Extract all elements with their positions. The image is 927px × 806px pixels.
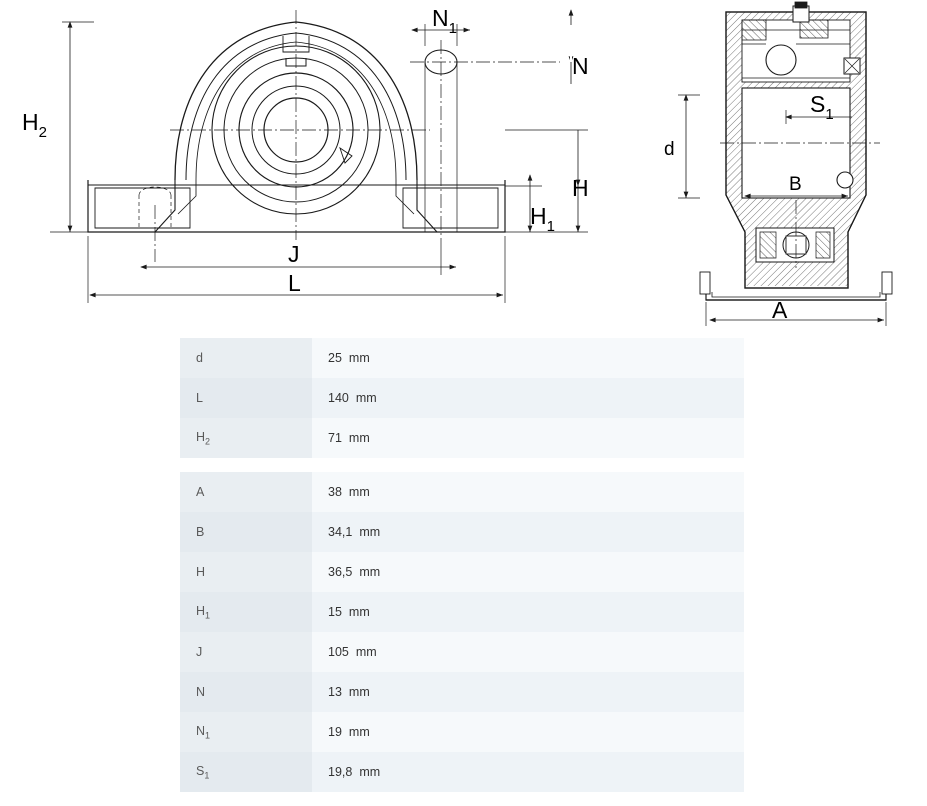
row-symbol: [180, 552, 312, 592]
unit-text: mm: [348, 431, 370, 445]
table-row: [180, 592, 744, 632]
row-value: [312, 592, 744, 632]
label-H1: $H_1$: [530, 203, 555, 235]
front-dimensions: [50, 10, 588, 303]
label-S1: $S_1$: [810, 91, 834, 123]
unit-text: mm: [359, 765, 381, 779]
row-value: [312, 752, 744, 792]
table-row: [180, 378, 744, 418]
row-value: [312, 672, 744, 712]
symbol-text: N: [196, 685, 206, 699]
table-row: [180, 672, 744, 712]
row-value: [312, 552, 744, 592]
label-N: N: [572, 53, 589, 79]
row-symbol: [180, 632, 312, 672]
secondary-dimensions-table: [180, 472, 744, 792]
unit-text: mm: [355, 645, 377, 659]
row-symbol: [180, 378, 312, 418]
front-center-lines: [155, 10, 560, 262]
dimension-labels: [22, 5, 834, 323]
table-row: [180, 512, 744, 552]
symbol-subscript: 1: [205, 610, 211, 621]
dimension-tables: [180, 338, 744, 806]
unit-text: mm: [359, 565, 381, 579]
row-symbol: [180, 472, 312, 512]
value-text: 19: [328, 725, 342, 739]
label-J: J: [288, 241, 300, 267]
symbol-text: B: [196, 525, 205, 539]
value-text: 38: [328, 485, 342, 499]
row-value: [312, 378, 744, 418]
unit-text: mm: [348, 485, 370, 499]
table-row: [180, 472, 744, 512]
unit-text: mm: [359, 525, 381, 539]
primary-dimensions-table: [180, 338, 744, 458]
unit-text: mm: [348, 605, 370, 619]
row-symbol: [180, 338, 312, 378]
label-A: A: [772, 297, 788, 323]
unit-text: mm: [348, 725, 370, 739]
value-text: 36,5: [328, 565, 353, 579]
symbol-text: N: [196, 723, 206, 738]
label-L: L: [288, 270, 301, 296]
label-H: H: [572, 175, 589, 201]
value-text: 105: [328, 645, 349, 659]
value-text: 34,1: [328, 525, 353, 539]
table-row: [180, 338, 744, 378]
symbol-text: S: [196, 763, 205, 778]
symbol-subscript: 1: [205, 730, 211, 741]
table-row: [180, 552, 744, 592]
row-symbol: [180, 418, 312, 458]
front-view: [88, 22, 505, 232]
row-value: [312, 712, 744, 752]
row-value: [312, 632, 744, 672]
value-text: 25: [328, 351, 342, 365]
row-value: [312, 512, 744, 552]
symbol-text: H: [196, 565, 206, 579]
unit-text: mm: [355, 391, 377, 405]
symbol-text: d: [196, 351, 203, 365]
label-d: d: [664, 139, 675, 160]
symbol-text: H: [196, 603, 206, 618]
label-B: B: [789, 174, 802, 195]
drawing-svg: [0, 0, 927, 330]
row-symbol: [180, 752, 312, 792]
value-text: 19,8: [328, 765, 353, 779]
technical-drawing: [0, 0, 927, 330]
unit-text: mm: [348, 685, 370, 699]
unit-text: mm: [348, 351, 370, 365]
table-row: [180, 632, 744, 672]
side-view: [678, 2, 892, 326]
symbol-subscript: 2: [205, 436, 211, 447]
table-row: [180, 752, 744, 792]
row-symbol: [180, 712, 312, 752]
row-symbol: [180, 672, 312, 712]
value-text: 140: [328, 391, 349, 405]
symbol-text: L: [196, 391, 203, 405]
value-text: 13: [328, 685, 342, 699]
row-value: [312, 418, 744, 458]
label-N1: $N_1$: [432, 5, 457, 37]
row-symbol: [180, 512, 312, 552]
row-value: [312, 472, 744, 512]
table-row: [180, 418, 744, 458]
row-symbol: [180, 592, 312, 632]
label-H2: $H_2$: [22, 109, 47, 141]
symbol-subscript: 1: [204, 770, 210, 781]
symbol-text: H: [196, 429, 206, 444]
symbol-text: J: [196, 645, 203, 659]
row-value: [312, 338, 744, 378]
table-row: [180, 712, 744, 752]
symbol-text: A: [196, 485, 205, 499]
value-text: 15: [328, 605, 342, 619]
value-text: 71: [328, 431, 342, 445]
